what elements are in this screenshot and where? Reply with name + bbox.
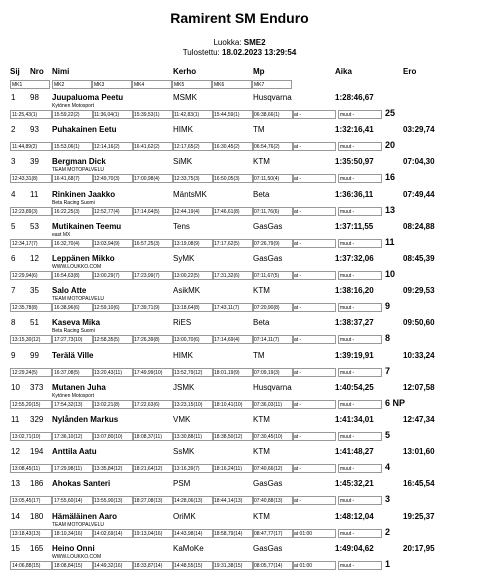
rider-team: Beta Racing Suomi xyxy=(52,199,95,206)
rider-club: MäntsMK xyxy=(173,189,207,199)
rider-time: 1:41:34,01 xyxy=(335,415,374,424)
rider-name: Puhakainen Eetu xyxy=(52,125,117,135)
lap-time-cell: 13:52,79(12) xyxy=(172,368,214,377)
rider-club: HIMK xyxy=(173,350,193,360)
lap-time-cell: 12:52,77(4) xyxy=(92,207,134,216)
rider-diff: 13:01,60 xyxy=(403,447,435,457)
rider-time: 1:39:19,91 xyxy=(335,350,374,360)
rider-name: Ahokas Santeri xyxy=(52,479,111,489)
rider-bike: KTM xyxy=(253,511,270,521)
mk-header-3: MK3 xyxy=(92,80,132,89)
lap-time-cell: 15:39,53(1) xyxy=(132,110,174,119)
rider-club: PSM xyxy=(173,479,191,489)
at-cell: at - xyxy=(292,207,336,216)
lap-time-cell: 11:25,43(1) xyxy=(10,110,52,119)
lap-time-cell: 13:15,30(12) xyxy=(10,335,52,344)
at-cell: at - xyxy=(292,142,336,151)
header-aika: Aika xyxy=(335,67,352,76)
rider-number: 53 xyxy=(30,221,39,231)
lap-time-cell: 13:18,64(8) xyxy=(172,303,214,312)
lap-time-cell: 13:23,15(10) xyxy=(172,400,214,409)
points-mark: 20 xyxy=(385,140,396,151)
lap-time-cell: 16:41,68(7) xyxy=(52,174,94,183)
at-cell: at - xyxy=(292,368,336,377)
rider-team: WWW.LOUKKO.COM xyxy=(52,553,102,560)
lap-time-cell: 12:58,35(5) xyxy=(92,335,134,344)
muut-cell: muut - xyxy=(338,432,382,441)
rider-position: 10 xyxy=(11,382,20,392)
lap-time-cell: 08:05,77(14) xyxy=(252,561,294,570)
lap-time-cell: 12:34,17(7) xyxy=(10,239,52,248)
lap-time-cell: 13:05,45(17) xyxy=(10,496,52,505)
lap-time-cell: 12:14,16(2) xyxy=(92,142,134,151)
lap-time-cell: 12:33,75(3) xyxy=(172,174,214,183)
header-ero: Ero xyxy=(403,67,417,76)
header-nimi: Nimi xyxy=(52,67,70,76)
rider-team: Kytönen Motosport xyxy=(52,392,94,399)
muut-cell: muut - xyxy=(338,561,382,570)
rider-number: 165 xyxy=(30,543,44,553)
rider-number: 186 xyxy=(30,479,44,489)
at-cell: at - xyxy=(292,432,336,441)
lap-time-cell: 13:16,39(7) xyxy=(172,464,214,473)
lap-time-cell: 11:42,83(1) xyxy=(172,110,214,119)
rider-team: east MX xyxy=(52,231,71,238)
rider-bike: Beta xyxy=(253,318,270,328)
rider-bike: GasGas xyxy=(253,221,283,231)
rider-name: Kaseva Mika xyxy=(52,318,101,328)
rider-diff: 08:24,88 xyxy=(403,221,435,231)
points-mark: 9 xyxy=(385,301,391,312)
points-mark: 6 NP xyxy=(385,397,406,408)
at-cell: at - xyxy=(292,464,336,473)
rider-bike: Husqvarna xyxy=(253,382,292,392)
rider-number: 35 xyxy=(30,286,39,296)
class-line xyxy=(0,38,479,47)
rider-team: Kytönen Motosport xyxy=(52,103,94,109)
rider-position: 9 xyxy=(11,350,16,360)
lap-time-cell: 12:35,78(8) xyxy=(10,303,52,312)
lap-time-cell: 11:36,04(1) xyxy=(92,110,134,119)
rider-name: Bergman Dick xyxy=(52,157,106,167)
mk-header-7: MK7 xyxy=(252,80,292,89)
lap-time-cell: 13:00,22(5) xyxy=(172,271,214,280)
muut-cell: muut - xyxy=(338,239,382,248)
lap-time-cell: 15:59,22(2) xyxy=(52,110,94,119)
mk-header-5: MK5 xyxy=(172,80,212,89)
rider-bike: Husqvarna xyxy=(253,93,292,102)
rider-number: 39 xyxy=(30,157,39,167)
lap-time-cell: 14:06,88(15) xyxy=(10,561,52,570)
lap-time-cell: 18:08,37(11) xyxy=(132,432,174,441)
rider-bike: KTM xyxy=(253,447,270,457)
rider-number: 93 xyxy=(30,125,39,135)
at-cell: at - xyxy=(292,496,336,505)
rider-team: TEAM MOTOPALVELU xyxy=(52,521,104,528)
rider-time: 1:28:46,67 xyxy=(335,93,374,102)
lap-time-cell: 13:30,88(11) xyxy=(172,432,214,441)
points-mark: 7 xyxy=(385,365,391,376)
rider-position: 5 xyxy=(11,221,16,231)
at-cell: at - xyxy=(292,400,336,409)
lap-time-cell: 08:47,77(17) xyxy=(252,529,294,538)
rider-diff: 09:50,60 xyxy=(403,318,435,328)
lap-time-cell: 16:37,08(5) xyxy=(52,368,94,377)
lap-time-cell: 16:54,63(8) xyxy=(52,271,94,280)
lap-time-cell: 13:00,70(6) xyxy=(172,335,214,344)
lap-time-cell: 13:07,80(10) xyxy=(92,432,134,441)
lap-time-cell: 17:46,61(8) xyxy=(212,207,254,216)
rider-position: 8 xyxy=(11,318,16,328)
lap-time-cell: 17:00,98(4) xyxy=(132,174,174,183)
at-cell: at 01:00 xyxy=(292,561,336,570)
lap-time-cell: 13:20,43(11) xyxy=(92,368,134,377)
lap-time-cell: 18:10,34(16) xyxy=(52,529,94,538)
lap-time-cell: 16:22,25(3) xyxy=(52,207,94,216)
lap-time-cell: 17:14,69(4) xyxy=(212,335,254,344)
lap-time-cell: 16:50,05(3) xyxy=(212,174,254,183)
lap-time-cell: 06:38,66(1) xyxy=(252,110,294,119)
rider-bike: GasGas xyxy=(253,479,283,489)
rider-name: Juupaluoma Peetu xyxy=(52,93,124,102)
lap-time-cell: 17:55,60(14) xyxy=(52,496,94,505)
mk-header-6: MK6 xyxy=(212,80,252,89)
lap-time-cell: 07:30,45(10) xyxy=(252,432,294,441)
lap-time-cell: 16:32,70(4) xyxy=(52,239,94,248)
rider-position: 4 xyxy=(11,189,16,199)
rider-club: SsMK xyxy=(173,447,195,457)
lap-time-cell: 17:31,32(6) xyxy=(212,271,254,280)
rider-position: 13 xyxy=(11,479,20,489)
rider-diff: 10:33,24 xyxy=(403,350,435,360)
lap-time-cell: 07:11,67(5) xyxy=(252,271,294,280)
points-mark: 4 xyxy=(385,462,391,473)
at-cell: at - xyxy=(292,174,336,183)
rider-club: KaMoKe xyxy=(173,543,204,553)
lap-time-cell: 18:01,19(9) xyxy=(212,368,254,377)
rider-diff: 07:49,44 xyxy=(403,189,435,199)
rider-number: 51 xyxy=(30,318,39,328)
rider-name: Hämäläinen Aaro xyxy=(52,511,118,521)
rider-bike: Beta xyxy=(253,189,270,199)
rider-number: 99 xyxy=(30,350,39,360)
rider-time: 1:41:48,27 xyxy=(335,447,374,457)
lap-time-cell: 18:38,50(12) xyxy=(212,432,254,441)
lap-time-cell: 07:36,03(11) xyxy=(252,400,294,409)
rider-number: 329 xyxy=(30,415,44,424)
lap-time-cell: 14:49,32(16) xyxy=(92,561,134,570)
lap-time-cell: 16:41,62(2) xyxy=(132,142,174,151)
rider-diff: 09:29,53 xyxy=(403,286,435,296)
rider-name: Heino Onni xyxy=(52,543,95,553)
rider-position: 1 xyxy=(11,93,16,102)
points-mark: 3 xyxy=(385,494,391,505)
lap-time-cell: 13:08,45(11) xyxy=(10,464,52,473)
rider-diff: 16:45,54 xyxy=(403,479,435,489)
lap-time-cell: 16:30,45(2) xyxy=(212,142,254,151)
points-mark: 2 xyxy=(385,526,391,537)
rider-diff: 12:47,34 xyxy=(403,415,435,424)
lap-time-cell: 14:28,06(13) xyxy=(172,496,214,505)
lap-time-cell: 16:57,25(3) xyxy=(132,239,174,248)
rider-position: 3 xyxy=(11,157,16,167)
rider-diff: 12:07,58 xyxy=(403,382,435,392)
at-cell: at - xyxy=(292,303,336,312)
rider-club: Tens xyxy=(173,221,190,231)
rider-position: 6 xyxy=(11,254,16,263)
header-sij: Sij xyxy=(10,67,20,76)
lap-time-cell: 19:13,04(16) xyxy=(132,529,174,538)
rider-bike: GasGas xyxy=(253,254,283,263)
lap-time-cell: 17:26,39(8) xyxy=(132,335,174,344)
at-cell: at - xyxy=(292,239,336,248)
lap-time-cell: 17:17,62(5) xyxy=(212,239,254,248)
lap-time-cell: 15:53,06(1) xyxy=(52,142,94,151)
muut-cell: muut - xyxy=(338,110,382,119)
rider-number: 98 xyxy=(30,93,39,102)
lap-time-cell: 07:09,19(3) xyxy=(252,368,294,377)
rider-time: 1:35:50,97 xyxy=(335,157,374,167)
header-mp: Mp xyxy=(253,67,265,76)
rider-name: Terälä Ville xyxy=(52,350,94,360)
muut-cell: muut - xyxy=(338,335,382,344)
printed-value: 18.02.2023 13:29:54 xyxy=(222,48,297,57)
muut-cell: muut - xyxy=(338,271,382,280)
lap-time-cell: 14:02,69(14) xyxy=(92,529,134,538)
header-nro: Nro xyxy=(30,67,44,76)
lap-time-cell: 17:29,98(11) xyxy=(52,464,94,473)
lap-time-cell: 18:21,64(12) xyxy=(132,464,174,473)
rider-club: SiMK xyxy=(173,157,193,167)
rider-club: HIMK xyxy=(173,125,193,135)
at-cell: at - xyxy=(292,271,336,280)
muut-cell: muut - xyxy=(338,400,382,409)
rider-position: 12 xyxy=(11,447,20,457)
lap-time-cell: 17:27,73(10) xyxy=(52,335,94,344)
rider-position: 15 xyxy=(11,543,20,553)
lap-time-cell: 13:00,29(7) xyxy=(92,271,134,280)
rider-position: 7 xyxy=(11,286,16,296)
lap-time-cell: 12:49,70(3) xyxy=(92,174,134,183)
lap-time-cell: 12:29,24(5) xyxy=(10,368,52,377)
rider-club: JSMK xyxy=(173,382,195,392)
lap-time-cell: 07:40,88(13) xyxy=(252,496,294,505)
rider-diff: 20:17,95 xyxy=(403,543,435,553)
lap-time-cell: 18:16,24(11) xyxy=(212,464,254,473)
rider-time: 1:37:32,06 xyxy=(335,254,374,263)
rider-name: Rinkinen Jaakko xyxy=(52,189,116,199)
rider-bike: TM xyxy=(253,350,265,360)
rider-number: 11 xyxy=(30,189,39,199)
muut-cell: muut - xyxy=(338,303,382,312)
rider-diff: 08:45,39 xyxy=(403,254,435,263)
muut-cell: muut - xyxy=(338,464,382,473)
rider-bike: GasGas xyxy=(253,543,283,553)
lap-time-cell: 13:03,94(9) xyxy=(92,239,134,248)
lap-time-cell: 18:08,84(15) xyxy=(52,561,94,570)
rider-time: 1:36:36,11 xyxy=(335,189,374,199)
rider-bike: KTM xyxy=(253,157,270,167)
lap-time-cell: 07:26,79(9) xyxy=(252,239,294,248)
rider-club: VMK xyxy=(173,415,191,424)
rider-club: RiES xyxy=(173,318,192,328)
rider-number: 180 xyxy=(30,511,44,521)
rider-diff: 03:29,74 xyxy=(403,125,435,135)
lap-time-cell: 18:33,87(14) xyxy=(132,561,174,570)
lap-time-cell: 18:58,79(14) xyxy=(212,529,254,538)
rider-name: Mutanen Juha xyxy=(52,382,106,392)
lap-time-cell: 07:11,50(4) xyxy=(252,174,294,183)
rider-diff: 19:25,37 xyxy=(403,511,435,521)
lap-time-cell: 07:20,90(8) xyxy=(252,303,294,312)
lap-time-cell: 15:44,59(1) xyxy=(212,110,254,119)
lap-time-cell: 13:02,71(10) xyxy=(10,432,52,441)
lap-time-cell: 18:44,14(13) xyxy=(212,496,254,505)
mk-header-4: MK4 xyxy=(132,80,172,89)
rider-time: 1:38:16,20 xyxy=(335,286,374,296)
lap-time-cell: 17:23,99(7) xyxy=(132,271,174,280)
lap-time-cell: 17:43,11(7) xyxy=(212,303,254,312)
rider-club: OriMK xyxy=(173,511,196,521)
rider-team: TEAM MOTOPALVELU xyxy=(52,167,104,174)
rider-time: 1:49:04,62 xyxy=(335,543,374,553)
lap-time-cell: 11:44,89(2) xyxy=(10,142,52,151)
mk-header-2: MK2 xyxy=(52,80,92,89)
rider-name: Salo Atte xyxy=(52,286,87,296)
lap-time-cell: 14:43,98(14) xyxy=(172,529,214,538)
lap-time-cell: 17:49,99(10) xyxy=(132,368,174,377)
at-cell: at 01:00 xyxy=(292,529,336,538)
rider-team: TEAM MOTOPALVELU xyxy=(52,296,104,303)
points-mark: 16 xyxy=(385,172,396,183)
rider-time: 1:38:37,27 xyxy=(335,318,374,328)
lap-time-cell: 12:17,65(2) xyxy=(172,142,214,151)
printed-label: Tulostettu: xyxy=(182,48,220,57)
rider-club: AsikMK xyxy=(173,286,201,296)
rider-bike: TM xyxy=(253,125,265,135)
lap-time-cell: 14:48,55(15) xyxy=(172,561,214,570)
lap-time-cell: 19:31,38(15) xyxy=(212,561,254,570)
rider-name: Mutikainen Teemu xyxy=(52,221,122,231)
rider-bike: KTM xyxy=(253,286,270,296)
rider-name: Anttila Aatu xyxy=(52,447,97,457)
lap-time-cell: 06:54,76(2) xyxy=(252,142,294,151)
muut-cell: muut - xyxy=(338,496,382,505)
lap-time-cell: 13:19,08(9) xyxy=(172,239,214,248)
points-mark: 11 xyxy=(385,236,395,247)
muut-cell: muut - xyxy=(338,529,382,538)
at-cell: at - xyxy=(292,110,336,119)
rider-time: 1:37:11,55 xyxy=(335,221,374,231)
rider-time: 1:32:16,41 xyxy=(335,125,374,135)
printed-line xyxy=(0,48,479,57)
at-cell: at - xyxy=(292,335,336,344)
lap-time-cell: 12:23,89(3) xyxy=(10,207,52,216)
class-value: SME2 xyxy=(243,38,266,47)
rider-name: Leppänen Mikko xyxy=(52,254,115,263)
rider-number: 194 xyxy=(30,447,44,457)
muut-cell: muut - xyxy=(338,174,382,183)
lap-time-cell: 12:44,19(4) xyxy=(172,207,214,216)
page-title: Ramirent SM Enduro xyxy=(170,10,309,26)
rider-number: 373 xyxy=(30,382,44,392)
lap-time-cell: 07:11,76(6) xyxy=(252,207,294,216)
lap-time-cell: 07:40,66(12) xyxy=(252,464,294,473)
muut-cell: muut - xyxy=(338,142,382,151)
rider-time: 1:48:12,04 xyxy=(335,511,374,521)
rider-position: 11 xyxy=(11,415,20,424)
lap-time-cell: 12:59,10(6) xyxy=(92,303,134,312)
lap-time-cell: 07:14,11(7) xyxy=(252,335,294,344)
points-mark: 13 xyxy=(385,204,396,215)
points-mark: 25 xyxy=(385,108,396,118)
lap-time-cell: 18:27,08(13) xyxy=(132,496,174,505)
rider-name: Nylånden Markus xyxy=(52,415,119,424)
lap-time-cell: 17:39,71(9) xyxy=(132,303,174,312)
lap-time-cell: 12:43,31(8) xyxy=(10,174,52,183)
rider-position: 14 xyxy=(11,511,20,521)
lap-time-cell: 13:02,21(8) xyxy=(92,400,134,409)
rider-club: MSMK xyxy=(173,93,197,102)
rider-position: 2 xyxy=(11,125,16,135)
lap-time-cell: 13:18,43(13) xyxy=(10,529,52,538)
lap-time-cell: 18:10,41(10) xyxy=(212,400,254,409)
rider-club: SyMK xyxy=(173,254,195,263)
points-mark: 10 xyxy=(385,269,396,279)
muut-cell: muut - xyxy=(338,368,382,377)
lap-time-cell: 13:55,90(13) xyxy=(92,496,134,505)
points-mark: 5 xyxy=(385,430,391,440)
points-mark: 8 xyxy=(385,333,391,344)
rider-diff: 07:04,30 xyxy=(403,157,435,167)
header-kerho: Kerho xyxy=(173,67,197,76)
points-mark: 1 xyxy=(385,558,391,569)
rider-time: 1:40:54,25 xyxy=(335,382,374,392)
lap-time-cell: 17:36,10(12) xyxy=(52,432,94,441)
rider-team: WWW.LOUKKO.COM xyxy=(52,264,102,270)
lap-time-cell: 13:35,84(12) xyxy=(92,464,134,473)
lap-time-cell: 16:38,96(6) xyxy=(52,303,94,312)
rider-team: Beta Racing Suomi xyxy=(52,328,95,335)
muut-cell: muut - xyxy=(338,207,382,216)
mk-header-1: MK1 xyxy=(10,80,50,89)
lap-time-cell: 17:54,32(13) xyxy=(52,400,94,409)
rider-number: 12 xyxy=(30,254,39,263)
lap-time-cell: 17:22,63(6) xyxy=(132,400,174,409)
lap-time-cell: 12:55,20(15) xyxy=(10,400,52,409)
class-label: Luokka: xyxy=(213,38,242,47)
rider-time: 1:45:32,21 xyxy=(335,479,374,489)
lap-time-cell: 17:14,64(5) xyxy=(132,207,174,216)
rider-bike: KTM xyxy=(253,415,270,424)
lap-time-cell: 12:29,94(6) xyxy=(10,271,52,280)
